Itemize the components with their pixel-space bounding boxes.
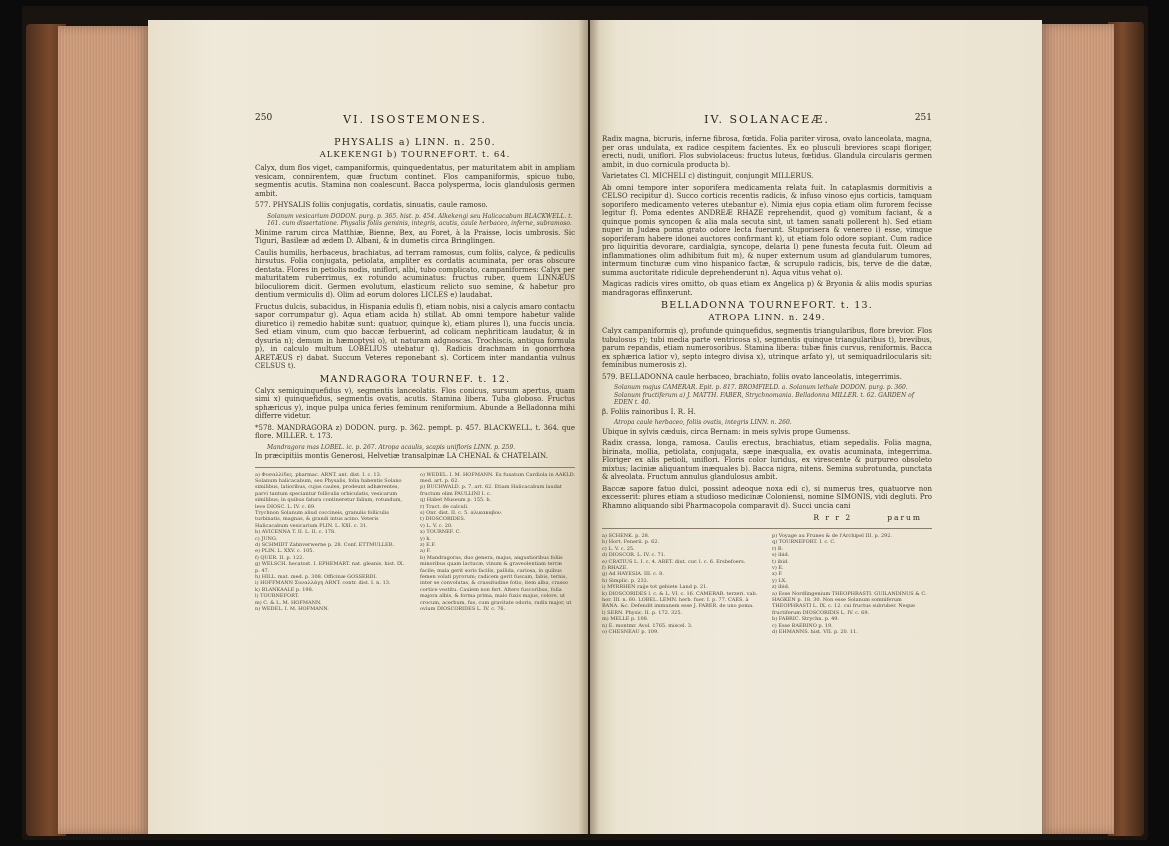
footnote: a) F. (420, 548, 431, 555)
footnote: e) PLIN. L. XXV. c. 105. (255, 548, 315, 555)
variety-beta-synonym: Atropa caule herbaceo, foliis ovatis, integris LINN. n. 260. (614, 419, 792, 426)
footnote: s) ibid. (772, 552, 790, 559)
footnote: i) HOFFMANN Συναλλάγη ARNT. contr. dist. I. n. 13. (255, 580, 391, 587)
mandragora-root-description: Radix magna, bicruris, inferne fibrosa, fœtida. Folia pariter virosa, ovato lanceolata, magna, per oras undulata, ex radice cespitem facientes. Ex eo plusculi breviores scapi floriger, erecti, nudi, uniflori. Flos subviolaceus: fructus luteus, fœtidus. Glandula circularis germen ambit, in duo cornicula producta b). (602, 135, 932, 169)
right-page (590, 20, 1042, 834)
footnote: b) AVICENNA T. II. L. II. c. 178. (255, 529, 336, 536)
footnote: c) Esse BAERINO p. 19. (772, 622, 833, 629)
footnote: t) DIOSCORIDES. (420, 516, 466, 523)
footnote: d) DIOSCOR. L. IV. c. 71. (602, 552, 666, 559)
mandragora-medicinal-history: Ab omni tempore inter soporifera medicamenta relata fuit. In cataplasmis dormitivis a CELSO recipitur d). Succo corticis recentis radicis, & infuso vinoso ejus corticis, tamquam soporifero medicamento veteres utebantur e). Nimia ejus copia etiam olim furorem fecisse legitur f). Poma edentes ANDREÆ RHAZE reprehendit, quod g) vomitum faciant, & a quinque pomis syncopen & alia mala secuta sint, ut tamen sanati pollerent h). Sed etiam nuper in Judæa poma grato odore lecta fuerunt. Stuporisera & venereo i) esse, vimque soporiferam habere idonei auctores confirmant k), ut etiam folo odore sopiant. Cum radice pro liquiritia devorare, cardialgia, syncope, delaria l) pene funesta fecuta fuit. Oleum ad inflammationes olim adhibitum fuit m), & nuper externum usum ad glandularum tumores, intermum tincturæ cum vino hispanico factæ, & scrupulo radicis, bis, terve de die datæ, summa auctoritate ridicule deprehenderunt n). Aqua vitus vehat o). (602, 183, 932, 277)
right-footnote-rule (602, 528, 932, 529)
species-578-synonyms: Mandragora mas LOBEL. ic. p. 267. Atropa acaulis, scapis unifloris LINN. p. 259. (267, 443, 516, 451)
left-footnotes-col-a (255, 472, 410, 613)
footnote: d) SCHMIDT Zahnverwerne p. 28. Conf. ETTMULLER. (255, 541, 395, 548)
footnote: i) MYRRHEN raije tot gebiete Land p. 21. (602, 584, 708, 591)
footnote: h) HILL. mat. med. p. 308. Officinæ GOSSERDI. (255, 574, 378, 580)
physalis-description: Calyx, dum flos viget, campaniformis, quinquedentatus, per maturitatem abit in ampliam vesicam, connirentem, quæ fructum continet. Flos campaniformis, spicuo tubo, segmentis acutis. Stamina non coalescunt. Bacca polysperma, locis glandulosis germen ambit. (255, 164, 575, 198)
footnote: f) RHAZE. (602, 565, 628, 572)
species-579-localities: Ubique in sylvis cæduis, circa Bernam: in meis sylvis prope Gumenss. (602, 427, 851, 436)
page-edges-left (58, 26, 150, 834)
mandragora-description: Calyx semiquinquefidus v), segmentis lanceolatis. Flos conicus, sursum apertus, quam simi x) quinquefidus, segmentis ovatis, acutis. Stamina libera. Tuba globoso. Fructus sphæricus y), inque pulpa unica feries feminum reniformium. Abunde a Belladonna mihi differre videtur. (255, 386, 575, 420)
species-577-localities: Minime rarum circa Matthiæ, Bienne, Bex, au Foret, à la Praisse, locis umbrosis. Sic Tiguri, Basileæ ad ædem D. Albani, & in dumetis circa Bringlingen. (255, 228, 575, 245)
right-page-number: 251 (914, 113, 932, 123)
footnote: f) QUER. II. p. 122. (255, 554, 304, 561)
footnote: n) WEDEL. I. M. HOFMANN. (255, 606, 329, 613)
left-page (148, 20, 588, 834)
mandragora-varieties: Varietates Cl. MICHELI c) distinguit, conjungit MILLERUS. (602, 172, 814, 180)
footnote: l) SERN. Physic. II. p. 172. 325. (602, 609, 683, 616)
left-footnotes-col-b (420, 472, 575, 613)
footnote: b) Hort. Fenerii. p. 62. (602, 539, 660, 546)
left-running-title: VI. ISOSTEMONES. (343, 113, 487, 126)
catchword: parum (887, 513, 922, 522)
right-footnotes-col-b (772, 533, 932, 636)
footnote: c) L. V. c. 25. (602, 545, 635, 552)
gathering-signature: R r r 2 (813, 513, 853, 522)
right-footnotes (602, 533, 932, 636)
footnote: v) L. V. c. 20. (420, 522, 453, 529)
footnote: y) LX. (772, 577, 787, 584)
footnote: a) SCHENK. p. 28. (602, 533, 650, 539)
footnote: o) WEDEL. I. M. HOFMANN. Ex fuxatum Cardiola in AAKLD. med. art. p. 62. (420, 471, 575, 484)
species-577-morphology: Caulis humilis, herbaceus, brachiatus, ad terram ramosus, cum foliis, calyce, & pediculis hirsutus. Folia conjugata, petiolata, ampliter ex cordatis acuminata, per oras obscure dentata. Flores in petiolis nodis, uniflori, albi, tubo complicato, campaniformes: Calyx per maturitatem ruberrimus, ex rotundo acuminatus: fructus ruber, quem LINNÆUS biloculiorem dicit. Germen evolutum, elasticum relicto suo semine, & habetur pro dentium vermiculis d). Olim ad eorum dolores LICLES e) laudabat. (255, 248, 575, 299)
footnote: z) ibid. (772, 584, 790, 591)
footnote: v) E. (772, 565, 784, 572)
footnote: p) BUCHWALD. p. 7. art. 62. Etiam Halicacabum laudat fructum olim PAULLINI I. c. (420, 484, 562, 497)
footnote: Trychnon Solanum aliud coccineis, granulis folliculis turbinatis, magnas, & grandi intus acino. Veteris Halicacabum vesicarium PLIN. L. XXI. c. 31. (255, 509, 389, 529)
footnote: z) E.F. (420, 541, 436, 548)
variety-beta-entry: β. Foliis rainoribus I. R. H. (602, 407, 696, 416)
species-578-entry: *578. MANDRAGORA z) DODON. purg. p. 362. pempt. p. 457. BLACKWELL. t. 364. que flore. MILLER. t. 173. (255, 423, 575, 440)
book-gutter (578, 20, 600, 834)
footnote: q) Habet Museum p. 155. b. (420, 497, 492, 504)
footnote: k) DIOSCORIDES l. c. & L. VI. c. 16. CAMERAR. terzeri. vab. hor. III. n. 60. LOBEL. LEMN. herb. fuer. I. p. 77. CAES. à BANA. &c. Defendit immunem esse J. FABER. de uno poma. (602, 590, 758, 610)
footnote: g) WELSCH. hecatost. I. EPHEMART. nat. gleanis. hist. IX. p. 47. (255, 561, 405, 574)
mandragora-magic: Magicas radicis vires omitto, ob quas etiam ex Angelica p) & Bryonia & aliis modis spurias mandragoras effinxerunt. (602, 280, 932, 297)
footnote: c) JUNG. (255, 535, 278, 542)
footnote: y) k. (420, 535, 431, 542)
footnote: g) Ad HAYESIA. III. c. 8. (602, 571, 664, 578)
footnote: o) CHESNEAU p. 109. (602, 629, 659, 636)
species-579-morphology: Radix crassa, longa, ramosa. Caulis erectus, brachiatus, etiam sepedalis. Folia magna, birinata, mollia, petiolata, conjugata, sæpe inæqualia, ex ovatis acuminata, integerrima. Floriger ex alis petioli, uniflori. Floris color luridus, ex virescente & purpureo obsoleto mixtus; laciniæ aliquantum inæquales b). Bacca nigra, nitens. Semina subrotunda, punctata & alveolata. Fructum annulus glandulosus ambit. (602, 439, 932, 481)
footnote: p) Voyage au Frunes & de l'Archipel III. p. 292. (772, 533, 893, 539)
right-running-title: IV. SOLANACEÆ. (704, 113, 830, 126)
footnote: e) CRATIUS L. I. c. 4. ARET. diut. cur. l. c. 6. Ersbefoers. (602, 558, 746, 565)
signature-line (602, 513, 922, 522)
left-running-head (255, 113, 575, 135)
left-footnotes (255, 472, 575, 613)
footnote: h) Simplic. p. 232. (602, 577, 649, 584)
footnote: l) TOURNEFORT. (255, 593, 300, 600)
left-page-number: 250 (255, 113, 273, 123)
atropa-subheading: ATROPA LINN. n. 249. (708, 313, 826, 323)
right-page-content (602, 113, 932, 636)
footnote: a) Φυσαλλίδες. pharmac. ARNT. ant. dist. I. c. 13. (255, 471, 382, 478)
species-578-localities: In præcipitiis montis Generosi, Helvetiæ transalpinæ LA CHENAL & CHATELAIN. (255, 452, 548, 460)
footnote: t) ibid. (772, 558, 789, 565)
alkekengi-subheading: ALKEKENGI b) TOURNEFORT. t. 64. (319, 150, 511, 160)
page-edges-right (1040, 24, 1114, 834)
footnote: a) Esse Nordlingenium THEOPHRASTI. GUILANDINUS & C. HAGKEN p. 18. 30. Non esse Solanum somniferum THEOPHRASTI L. IX. c. 12. cui fructus subruber. Neque fructiferum DIOSCORIDIS L. IV. c. 69. (772, 590, 927, 616)
species-579-synonyms: Solanum majus CAMERAR. Epit. p. 817. BROMFIELD. a. Solanum lethale DODON. purg. p. 360. Solanum fructiferum a) J. MATTH. FABER, Strychnomania. Belladonna MILLER. t. 62. GARDEN of EDEN t. 40. (614, 384, 914, 406)
mandragora-heading: MANDRAGORA TOURNEF. t. 12. (319, 373, 511, 385)
footnote: m) MELLE p. 108. (602, 616, 649, 623)
belladonna-heading: BELLADONNA TOURNEFORT. t. 13. (661, 300, 873, 311)
footnote: b) FABRIC. Strychn. p. 49. (772, 616, 840, 623)
species-579-entry: 579. BELLADONNA caule herbaceo, brachiato, foliis ovato lanceolatis, integerrimis. (602, 372, 902, 381)
footnote: d) EHMANNS. hist. VII. p. 20. 11. (772, 629, 858, 636)
footnote: b) Mandragoras, duo genera, majus, angustioribus foliis minoribus quam lactucæ, vinum & graveolentiam terræ facile; mala gerit soris facilis, pallida, cariosa, in quibus femen volati pyrorum; radicem gerit fuscam, fabis, ternis, inter se convolutas, & crassitudine fotio, item alba, crasso cortice vestitu. Caulem non fert. Altero fuscoribus, folia majora albis, & forma prima, malo fuxis majus, colore, ut crocum, acerbum, fus, cum gravitate odoris, radix major, ut ovium DIOSCORIDES L. IV. c. 76. (420, 554, 572, 613)
footnote: x) TOURNEF. C. (420, 529, 461, 536)
footnote: x) F. (772, 571, 783, 578)
footnote: r) Tract. de calculi. (420, 503, 469, 510)
species-577-entry: 577. PHYSALIS foliis conjugatis, cordatis, sinuatis, caule ramoso. (255, 201, 488, 209)
species-577-uses: Fructus dulcis, subacidus, in Hispania edulis f), etiam nobis, nisi a calycis amaro contactu sapor corrumpatur g). Aqua etiam acida h) stillat. Ab omni tempore habetur valide diuretico i) remedio habitæ sunt: quatuor, quinque k), etiam plures l), una fuccis uncia. Sed etiam vinum, cum quo baccæ ferbuerint, ad colicam nephriticam laudatur, & in dysuria n); demum in hæmoptysi o), ut naturam adgnoscas. Trochiscis, antiqua formula p), in calculo multum LOBELIUS utebatur q). Radicis drachmam in gonorrhœa ARETÆUS r) dabat. Succum Veteres reponebant s). Corticem inter mandantia vulnus CELSUS t). (255, 302, 575, 370)
footnote: Solanum halicacabum, seu Physalis, folia habentis Solano similibus, latioribus, cujus caules, prodeunt adhærentes, parvi tantum speciantur folliculis orbiculatis, vesicarum similibus; in quibus fatura contineretur falium, rotundum, leve DIOSC. L. IV. c. 69. (255, 477, 403, 510)
left-footnote-rule (255, 467, 575, 468)
species-579-toxicity: Baccæ sapore fatuo dulci, possint adeoque noxa edi c), si numerus tres, quatuorve non excesserit: plures etiam a studioso medicinæ Coloniensi, nomine SIMONIS, vidi degluti. Pro Rhamno aliquando sibi Pharmacopola comparavit d). Succi uncia cani (602, 484, 932, 510)
footnote: k) BLANKAALE p. 198. (255, 586, 314, 593)
right-running-head (602, 113, 932, 135)
belladonna-description: Calyx campaniformis q), profunde quinquefidus, segmentis triangularibus, flore brevior. Flos tubulosus r); tubi media parte ventricosa s), segmentis quinque triangularibus t), brevibus, parum repandis, etiam numerosoribus. Stamina libera: tubæ finis curvus, reniformis. Bacca ex sphærica latior v), septo integro divisa x), utrinque arfato y), ut semiquadrilocularis sit: feminibus numerosis z). (602, 327, 932, 369)
footnote: s) Onr. dist. II. c. 5. αλικακαβον. (420, 509, 503, 516)
footnote: m) C. & L. M. HOFMANN. (255, 599, 322, 606)
physalis-heading: PHYSALIS a) LINN. n. 250. (334, 137, 496, 148)
footnote: n) E. montmr. Avol. 1765. miscel. 3. (602, 622, 693, 629)
footnote: r) B. (772, 545, 784, 552)
species-577-synonyms: Solanum vesicarium DODON. purg. p. 365. hist. p. 454. Alkekengi seu Halicacabum BLACKWELL. t. 161. cum dissertatione. Physalis foliis geminis, integris, acutis, caule herbaceo, inferne, subramoso. (267, 212, 573, 227)
left-page-content (255, 113, 575, 612)
footnote: q) TOURNEFORT. I. c. C. (772, 539, 836, 546)
right-footnotes-col-a (602, 533, 762, 636)
